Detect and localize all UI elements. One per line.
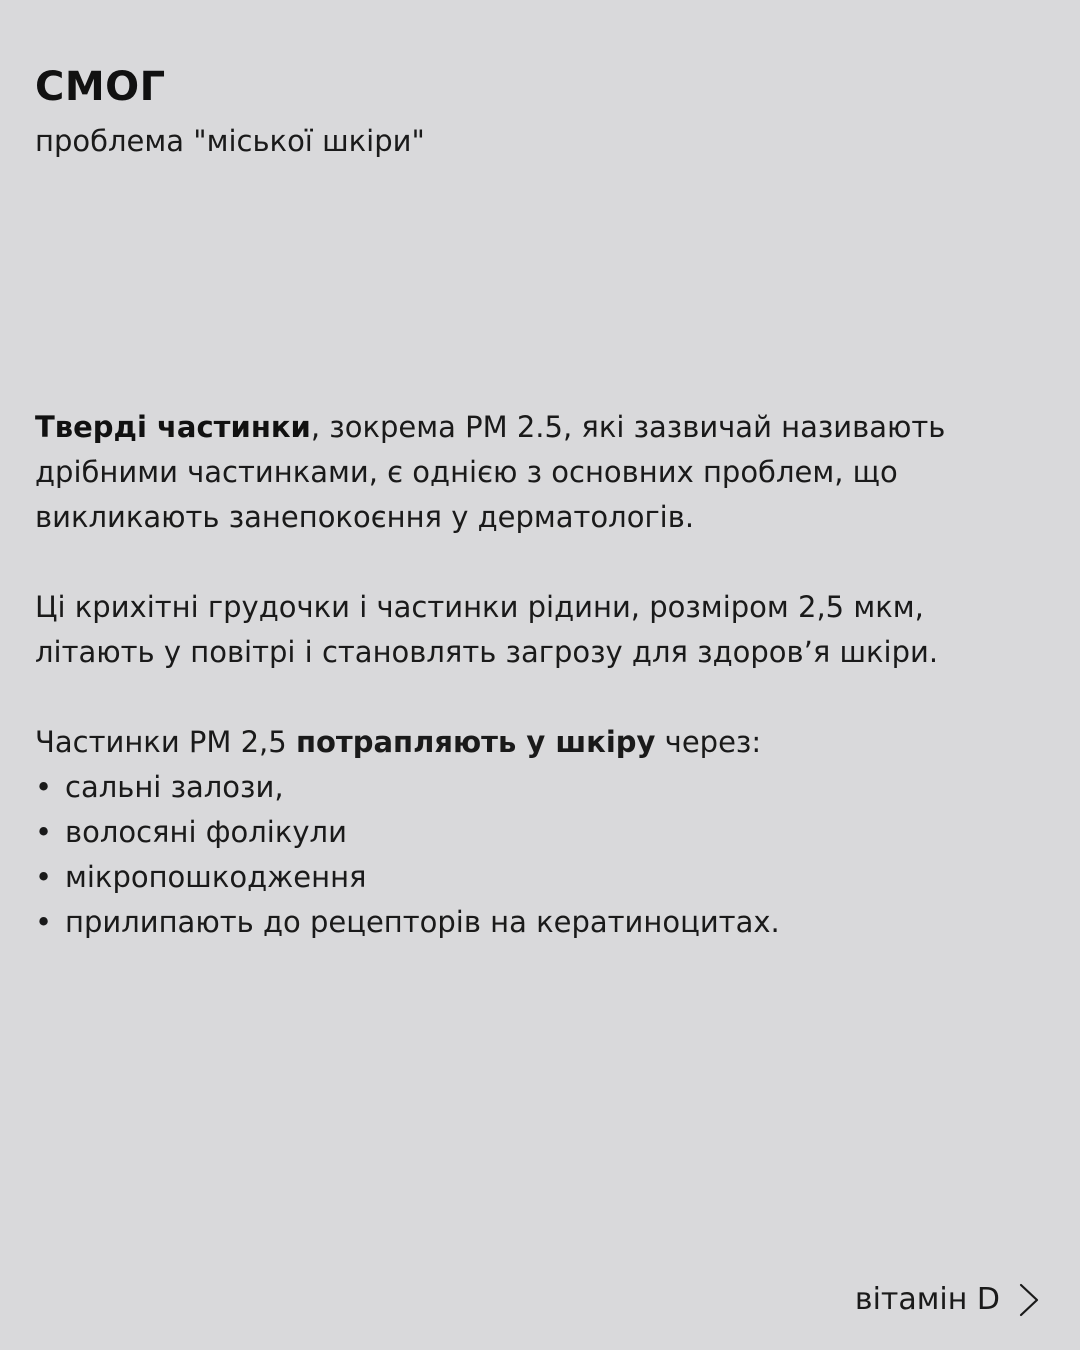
list-item: [35, 810, 1045, 855]
penetration-routes-list: [35, 765, 1045, 945]
bullet-icon: •: [35, 815, 53, 849]
list-item-text: волосяні фолікули: [65, 815, 347, 849]
paragraph-tiny-particles: Ці крихітні грудочки і частинки рідини, розміром 2,5 мкм, літають у повітрі і становлять загрозу для здоров’я шкіри.: [35, 590, 939, 669]
bullet-icon: •: [35, 905, 53, 939]
paragraph-penetration-bold: потрапляють у шкіру: [295, 725, 656, 759]
next-slide-label: вітамін D: [854, 1282, 1000, 1317]
bullet-icon: •: [35, 770, 53, 804]
main-content: [35, 405, 1045, 945]
bullet-icon: •: [35, 860, 53, 894]
list-item: [35, 765, 1045, 810]
list-item-text: мікропошкодження: [65, 860, 367, 894]
paragraph-penetration-before: Частинки PM 2,5: [35, 725, 296, 759]
list-item-text: прилипають до рецепторів на кератиноцитах.: [65, 905, 780, 939]
paragraph-solid-particles-bold: Тверді частинки: [35, 410, 311, 444]
page-subtitle: проблема "міської шкіри": [35, 124, 425, 158]
chevron-right-icon[interactable]: [1018, 1282, 1040, 1318]
paragraph-penetration: [35, 720, 1045, 765]
next-slide-link[interactable]: [855, 1280, 1040, 1320]
header: [35, 62, 425, 160]
paragraph-solid-particles: [35, 405, 1045, 540]
list-item: [35, 855, 1045, 900]
page-title: СМОГ: [35, 64, 166, 110]
list-item: [35, 900, 1045, 945]
paragraph-penetration-after: через:: [655, 725, 762, 759]
paragraph-solid-particles-text: , зокрема PM 2.5, які зазвичай називають дрібними частинками, є однією з основних проблем, що викликають занепокоєння у дерматологів.: [35, 410, 946, 534]
list-item-text: сальні залози,: [65, 770, 284, 804]
